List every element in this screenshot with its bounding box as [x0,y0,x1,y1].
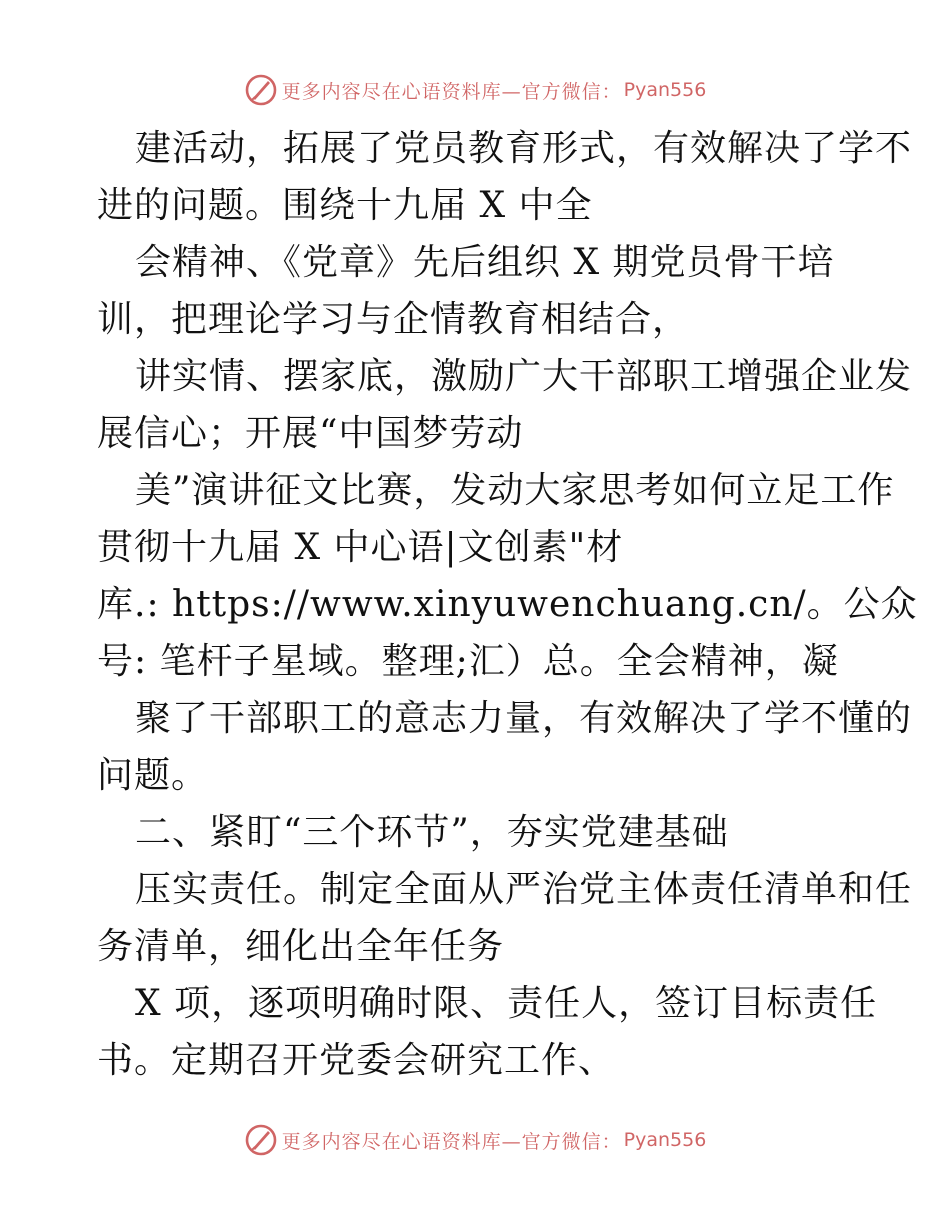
header-watermark [0,73,950,107]
text-line: 问题。 [97,755,209,796]
text-line: 美”演讲征文比赛，发动大家思考如何立足工作 [135,470,895,511]
text-line: 压实责任。制定全面从严治党主体责任清单和任 [135,869,913,910]
text-line: 库.: https://www.xinyuwenchuang.cn/。公众 [97,584,918,625]
text-line: 进的问题。围绕十九届 X 中全 [97,185,593,226]
text-line: 贯彻十九届 X 中心语|文创素"材 [97,527,624,568]
footer-watermark [0,1123,950,1157]
text-line: 书。定期召开党委会研究工作、 [97,1040,616,1081]
quill-circle-logo-icon [244,1123,278,1157]
text-line: 展信心；开展“中国梦劳动 [97,413,524,454]
document-body [97,120,918,1089]
text-line: 建活动，拓展了党员教育形式，有效解决了学不 [135,128,913,169]
section-heading: 二、紧盯“三个环节”，夯实党建基础 [135,812,729,853]
text-line: 讲实情、摆家底，激励广大干部职工增强企业发 [135,356,913,397]
text-line: 聚了干部职工的意志力量，有效解决了学不懂的 [135,698,913,739]
watermark-text: 更多内容尽在心语资料库—官方微信： [281,80,622,103]
text-line: 训，把理论学习与企情教育相结合， [97,299,690,340]
text-line: 务清单，细化出全年任务 [97,926,505,967]
text-line: 号: 笔杆子星域。整理;汇）总。全会精神，凝 [97,641,839,682]
text-line: 会精神、《党章》先后组织 X 期党员骨干培 [135,242,835,283]
watermark-text: 更多内容尽在心语资料库—官方微信： [281,1130,622,1153]
quill-circle-logo-icon [244,73,278,107]
watermark-account: Pyan556 [623,1129,707,1151]
text-line: X 项，逐项明确时限、责任人，签订目标责任 [135,983,878,1024]
watermark-account: Pyan556 [623,79,707,101]
